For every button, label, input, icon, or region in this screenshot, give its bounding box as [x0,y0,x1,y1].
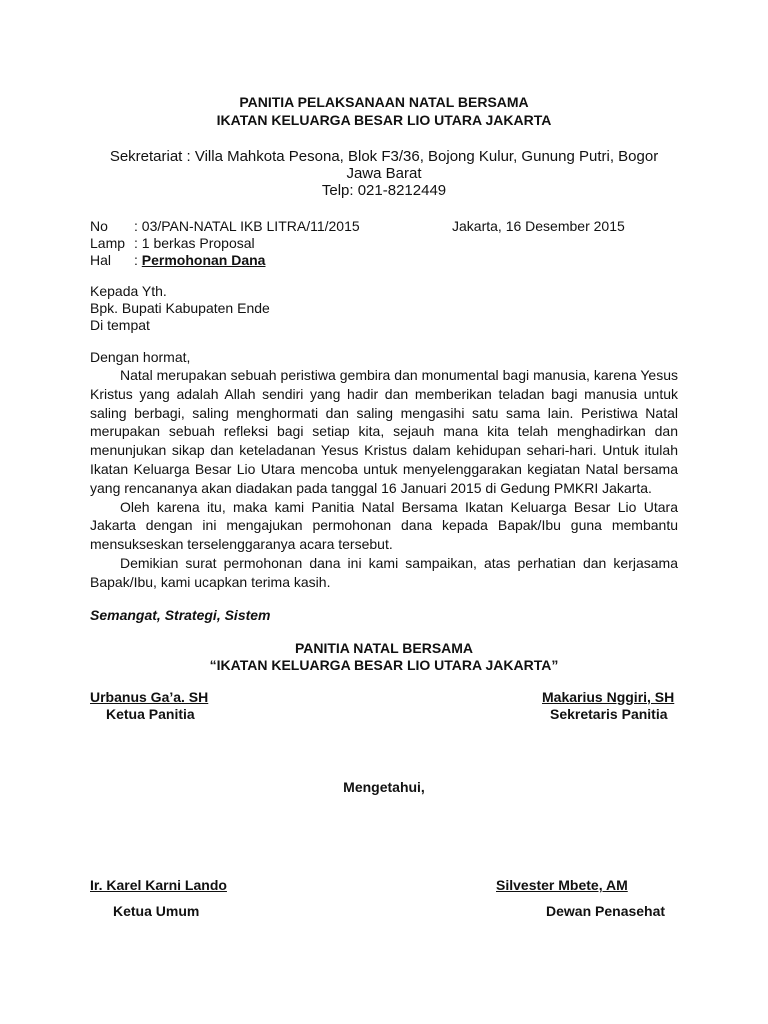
advisor-role: Dewan Penasehat [546,903,666,919]
advisor-name: Silvester Mbete, AM [496,877,628,893]
letter-number-value: : 03/PAN-NATAL IKB LITRA/11/2015 [134,218,360,234]
letter-number-label: No [90,218,108,234]
subject-label: Hal [90,252,112,268]
committee-line1: PANITIA NATAL BERSAMA [294,640,474,656]
letter-title-line2: IKATAN KELUARGA BESAR LIO UTARA JAKARTA [216,112,552,128]
attachment-row [90,235,255,252]
place-date: Jakarta, 16 Desember 2015 [452,218,625,234]
secretariat-phone: Telp: 021-8212449 [321,182,447,199]
general-chair-role: Ketua Umum [113,903,200,919]
acknowledged-label: Mengetahui, [343,779,425,795]
body-paragraph-3: Demikian surat permohonan dana ini kami sampaikan, atas perhatian dan kerjasama Bapak/Ibu, kami ucapkan terima kasih. [90,554,678,590]
committee-line2: “IKATAN KELUARGA BESAR LIO UTARA JAKARTA” [209,657,559,673]
chairperson-role: Ketua Panitia [106,706,195,722]
letter-title-line1: PANITIA PELAKSANAAN NATAL BERSAMA [239,94,529,110]
body-paragraph-2: Oleh karena itu, maka kami Panitia Natal Bersama Ikatan Keluarga Besar Lio Utara Jakarta dengan ini mengajukan permohonan dana kepada Bapak/Ibu guna membantu mensukseskan terselenggaranya acara tersebut. [90,498,678,553]
recipient-line2: Bpk. Bupati Kabupaten Ende [90,300,270,316]
motto: Semangat, Strategi, Sistem [90,607,271,623]
general-chair-name: Ir. Karel Karni Lando [90,877,227,893]
secretary-role: Sekretaris Panitia [550,706,668,722]
chairperson-name: Urbanus Ga’a. SH [90,689,209,705]
recipient-line3: Di tempat [90,317,150,333]
secretary-name: Makarius Nggiri, SH [542,689,675,705]
letter-body [90,366,678,592]
letter-number-row [90,218,360,235]
subject-row [90,252,265,269]
subject-value: Permohonan Dana [141,252,266,268]
body-paragraph-1: Natal merupakan sebuah peristiwa gembira dan monumental bagi manusia, karena Yesus Kristus yang adalah Allah sendiri yang hadir dan memberikan teladan bagi manusia untuk saling berbagi, saling menghormati dan saling mengasihi satu sama lain. Peristiwa Natal merupakan sebuah refleksi bagi setiap kita, sejauh mana kita telah menghadirkan dan menunjukan sikap dan keteladanan Yesus Kristus dalam kehidupan sehari-hari. Untuk itulah Ikatan Keluarga Besar Lio Utara mencoba untuk menyelenggarakan kegiatan Natal bersama yang rencananya akan diadakan pada tanggal 16 Januari 2015 di Gedung PMKRI Jakarta. [90,367,678,496]
recipient-line1: Kepada Yth. [90,283,167,299]
subject-colon: : [134,252,142,268]
secretariat-address-line2: Jawa Barat [346,165,422,182]
attachment-value: : 1 berkas Proposal [134,235,255,251]
attachment-label: Lamp [90,235,126,251]
salutation: Dengan hormat, [90,349,191,365]
secretariat-address-line1: Sekretariat : Villa Mahkota Pesona, Blok F3/36, Bojong Kulur, Gunung Putri, Bogor [109,148,659,165]
